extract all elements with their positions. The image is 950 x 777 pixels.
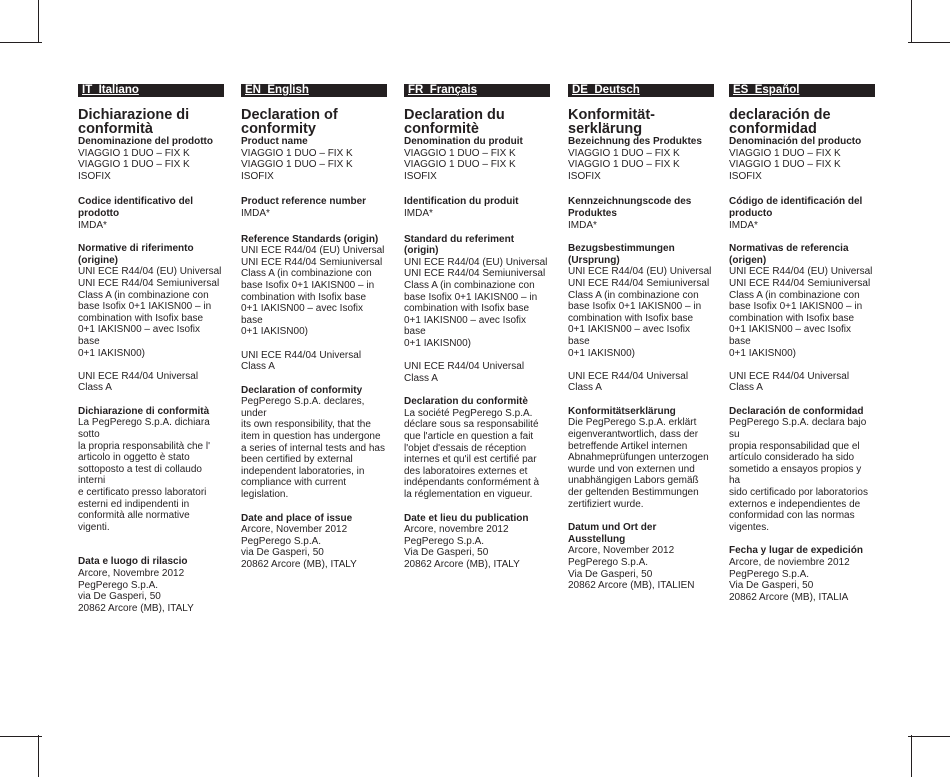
section-heading: Fecha y lugar de expedición (729, 545, 863, 557)
section-body: IMDA* (568, 219, 597, 231)
section-heading: Bezeichnung des Produktes (568, 136, 702, 147)
section-body: VIAGGIO 1 DUO – FIX K VIAGGIO 1 DUO – FIX K ISOFIX (78, 147, 190, 182)
section-reference-standards (78, 243, 224, 394)
section-body: La société PegPerego S.p.A. déclare sous sa responsabilité que l'article en question a fait l'objet d'essais de réception internes et qu'il est certifié par des laboratoires externes et indépendants conformément à la réglementation en vigueur. (404, 407, 540, 501)
section-heading: Codice identificativo del prodotto (78, 196, 194, 219)
section-date-place (241, 513, 387, 571)
section-product-name (404, 136, 550, 182)
section-heading: Konformitätserklärung (568, 405, 676, 417)
section-product-name (568, 136, 714, 182)
section-reference-standards (729, 243, 875, 394)
section-heading: Código de identificación del producto (729, 196, 863, 219)
section-declaration (404, 396, 550, 500)
crop-mark (911, 735, 912, 777)
section-heading: Data e luogo di rilascio (78, 556, 188, 568)
section-product-code (78, 196, 224, 231)
crop-mark (908, 736, 950, 737)
column-title: Konformität- serklärung (568, 107, 655, 137)
section-heading: Dichiarazione di conformità (78, 405, 210, 417)
section-body: Arcore, novembre 2012 PegPerego S.p.A. Via De Gasperi, 50 20862 Arcore (MB), ITALY (404, 524, 520, 570)
crop-mark (38, 735, 39, 777)
crop-mark (908, 42, 950, 43)
language-tag: EN_English (241, 84, 387, 97)
language-tag: IT_Italiano (78, 84, 224, 97)
section-heading: Standard du referiment (origin) (404, 233, 515, 257)
section-heading: Normative di riferimento (origine) (78, 243, 194, 266)
section-date-place (404, 513, 550, 571)
section-product-name (78, 136, 224, 182)
section-heading: Denomination du produit (404, 136, 523, 147)
section-declaration (568, 406, 714, 510)
language-column-fr (404, 84, 550, 571)
section-body: UNI ECE R44/04 (EU) Universal UNI ECE R44/04 Semiuniversal Class A (in combinazione con base Isofix 0+1 IAKISN00 – in combination with Isofix base 0+1 IAKISN00 – avec Isofix base 0+1 IAKISN00) UNI ECE R44/04 Universal Class A (404, 256, 548, 384)
section-heading: Kennzeichnungscode des Produktes (568, 196, 692, 219)
section-heading: Denominación del producto (729, 136, 862, 147)
crop-mark (38, 0, 39, 42)
language-tag: DE_Deutsch (568, 84, 714, 97)
section-heading: Datum und Ort der Ausstellung (568, 522, 657, 545)
section-body: Arcore, de noviembre 2012 PegPerego S.p.A. Via De Gasperi, 50 20862 Arcore (MB), ITALIA (729, 557, 850, 603)
crop-mark (0, 736, 42, 737)
section-heading: Denominazione del prodotto (78, 136, 213, 147)
section-body: PegPerego S.p.A. declares, under its own responsibility, that the item in question has undergone a series of internal tests and has been certified by external independent laboratories, in compliance with current legislation. (241, 396, 385, 501)
section-body: UNI ECE R44/04 (EU) Universal UNI ECE R44/04 Semiuniversal Class A (in combinazione con base Isofix 0+1 IAKISN00 – in combination with Isofix base 0+1 IAKISN00 – avec Isofix base 0+1 IAKISN00) UNI ECE R44/04 Universal Class A (78, 266, 222, 394)
section-product-code (241, 196, 387, 219)
section-heading: Reference Standards (origin) (241, 233, 379, 245)
section-product-code (404, 196, 550, 219)
section-body: IMDA* (404, 207, 433, 219)
section-body: UNI ECE R44/04 (EU) Universal UNI ECE R44/04 Semiuniversal Class A (in combinazione con base Isofix 0+1 IAKISN00 – in combination with Isofix base 0+1 IAKISN00 – avec Isofix base 0+1 IAKISN00) UNI ECE R44/04 Universal Class A (568, 266, 712, 394)
section-heading: Declaration of conformity (241, 384, 363, 396)
language-column-it (78, 84, 224, 614)
column-title: Declaration of conformity (241, 107, 338, 137)
language-tag: FR_Français (404, 84, 550, 97)
section-heading: Date and place of issue (241, 512, 353, 524)
section-body: PegPerego S.p.A. declara bajo su propia responsabilidad que el artículo considerado ha sido sometido a ensayos propios y ha sido certificado por laboratorios externos e independientes de conformidad con las normas vigentes. (729, 417, 868, 533)
section-reference-standards (404, 234, 550, 385)
section-body: VIAGGIO 1 DUO – FIX K VIAGGIO 1 DUO – FIX K ISOFIX (241, 147, 353, 182)
section-date-place (729, 545, 875, 603)
section-heading: Normativas de referencia (origen) (729, 243, 849, 266)
section-body: IMDA* (78, 219, 107, 231)
section-heading: Declaration du conformitè (404, 396, 528, 408)
section-body: UNI ECE R44/04 (EU) Universal UNI ECE R44/04 Semiuniversal Class A (in combinazione con base Isofix 0+1 IAKISN00 – in combination with Isofix base 0+1 IAKISN00 – avec Isofix base 0+1 IAKISN00) UNI ECE R44/04 Universal Class A (241, 245, 385, 373)
section-body: Arcore, November 2012 PegPerego S.p.A. via De Gasperi, 50 20862 Arcore (MB), ITALY (241, 524, 357, 570)
crop-mark (911, 0, 912, 42)
section-product-name (729, 136, 875, 182)
language-tag: ES_Español (729, 84, 875, 97)
crop-mark (0, 42, 42, 43)
section-heading: Product name (241, 136, 308, 147)
section-body: IMDA* (729, 219, 758, 231)
section-heading: Product reference number (241, 196, 367, 208)
section-reference-standards (241, 234, 387, 373)
section-body: La PegPerego S.p.A. dichiara sotto la propria responsabilità che l' articolo in oggetto è stato sottoposto a test di collaudo interni e certificato presso laboratori esterni ed indipendenti in conformità alle normative vigenti. (78, 417, 210, 533)
section-heading: Declaración de conformidad (729, 405, 864, 417)
section-declaration (241, 385, 387, 501)
section-declaration (729, 406, 875, 534)
section-reference-standards (568, 243, 714, 394)
column-title: Declaration du conformitè (404, 107, 505, 137)
section-declaration (78, 406, 224, 534)
section-body: VIAGGIO 1 DUO – FIX K VIAGGIO 1 DUO – FIX K ISOFIX (729, 147, 841, 182)
section-heading: Identification du produit (404, 196, 519, 208)
section-body: VIAGGIO 1 DUO – FIX K VIAGGIO 1 DUO – FIX K ISOFIX (404, 147, 516, 182)
section-product-code (568, 196, 714, 231)
section-body: Arcore, Novembre 2012 PegPerego S.p.A. via De Gasperi, 50 20862 Arcore (MB), ITALY (78, 568, 194, 614)
section-body: VIAGGIO 1 DUO – FIX K VIAGGIO 1 DUO – FIX K ISOFIX (568, 147, 680, 182)
section-body: UNI ECE R44/04 (EU) Universal UNI ECE R44/04 Semiuniversal Class A (in combinazione con base Isofix 0+1 IAKISN00 – in combination with Isofix base 0+1 IAKISN00 – avec Isofix base 0+1 IAKISN00) UNI ECE R44/04 Universal Class A (729, 266, 873, 394)
section-body: Arcore, November 2012 PegPerego S.p.A. Via De Gasperi, 50 20862 Arcore (MB), ITALIEN (568, 545, 695, 592)
language-column-en (241, 84, 387, 571)
column-title: declaración de conformidad (729, 107, 831, 137)
column-title: Dichiarazione di conformità (78, 107, 190, 137)
section-date-place (78, 556, 224, 614)
section-body: Die PegPerego S.p.A. erklärt eigenverantwortlich, dass der betreffende Artikel internen Abnahmeprüfungen unterzogen wurde und von externen und unabhängigen Labors gemäß der geltenden Bestimmungen zertifiziert wurde. (568, 417, 709, 510)
section-heading: Date et lieu du publication (404, 512, 529, 524)
section-body: IMDA* (241, 207, 270, 219)
section-heading: Bezugsbestimmungen (Ursprung) (568, 243, 675, 266)
section-product-code (729, 196, 875, 231)
section-date-place (568, 522, 714, 592)
language-column-de (568, 84, 714, 592)
language-column-es (729, 84, 875, 603)
section-product-name (241, 136, 387, 182)
